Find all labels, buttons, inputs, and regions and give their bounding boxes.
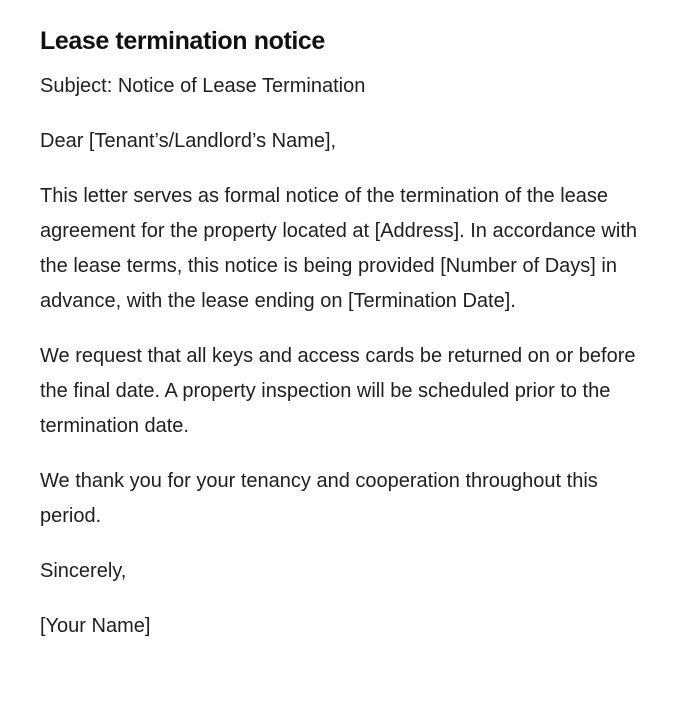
document-title: Lease termination notice bbox=[40, 27, 325, 55]
letter-document bbox=[40, 24, 640, 644]
body-paragraph-keys: We request that all keys and access cards be returned on or before the final date. A property inspection will be scheduled prior to the termination date. bbox=[40, 345, 636, 437]
signature-placeholder: [Your Name] bbox=[40, 615, 151, 637]
salutation: Dear [Tenant’s/Landlord’s Name], bbox=[40, 130, 337, 152]
subject-line: Subject: Notice of Lease Termination bbox=[40, 75, 366, 97]
body-paragraph-notice: This letter serves as formal notice of the termination of the lease agreement for the property located at [Address]. In accordance with the lease terms, this notice is being provided [Number of Days] in advance, with the lease ending on [Termination Date]. bbox=[40, 185, 637, 312]
closing-line: Sincerely, bbox=[40, 560, 127, 582]
body-paragraph-thanks: We thank you for your tenancy and cooperation throughout this period. bbox=[40, 470, 598, 527]
